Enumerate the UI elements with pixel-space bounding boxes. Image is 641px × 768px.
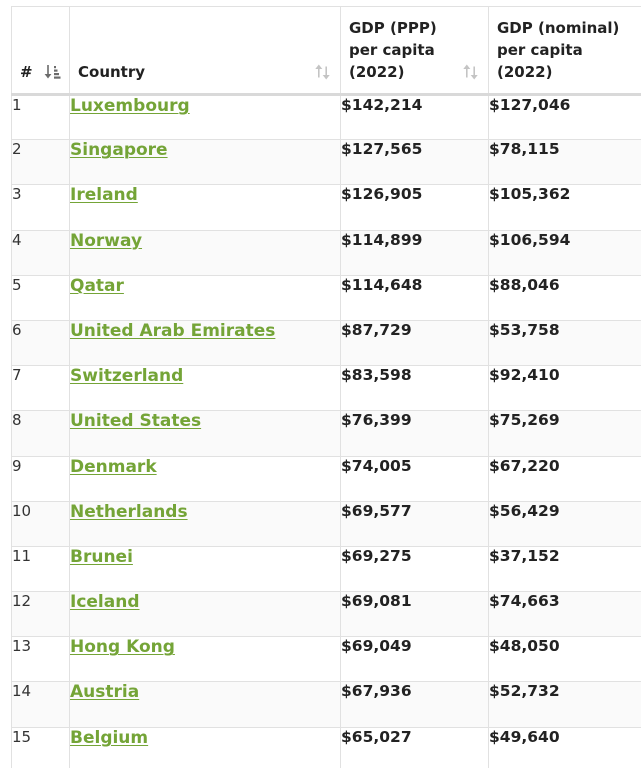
gdp-ppp-cell: $114,899 [341, 230, 489, 275]
gdp-ppp-cell: $127,565 [341, 140, 489, 185]
gdp-nominal-cell: $92,410 [489, 366, 641, 411]
table-row [12, 592, 641, 637]
column-header-rank-label: # [20, 63, 33, 81]
rank-cell: 8 [12, 411, 70, 456]
header-row [12, 7, 641, 95]
gdp-ppp-cell: $65,027 [341, 727, 489, 768]
table-row [12, 230, 641, 275]
table-row [12, 546, 641, 591]
gdp-ppp-cell: $126,905 [341, 185, 489, 230]
gdp-nominal-cell: $37,152 [489, 546, 641, 591]
column-header-gdp-nominal[interactable] [489, 7, 641, 95]
table-row [12, 637, 641, 682]
table-row [12, 185, 641, 230]
rank-cell: 11 [12, 546, 70, 591]
table-row [12, 275, 641, 320]
column-header-gdp-ppp-line-1: GDP (PPP) [349, 19, 437, 37]
country-cell [70, 546, 341, 591]
gdp-ppp-cell: $69,275 [341, 546, 489, 591]
rank-cell: 12 [12, 592, 70, 637]
table-row [12, 682, 641, 727]
gdp-ppp-cell: $83,598 [341, 366, 489, 411]
country-cell [70, 501, 341, 546]
sort-icon[interactable] [462, 63, 480, 81]
gdp-ppp-cell: $142,214 [341, 95, 489, 140]
country-link[interactable]: Denmark [70, 456, 157, 477]
country-link[interactable]: Switzerland [70, 366, 184, 387]
country-cell [70, 682, 341, 727]
column-header-gdp-nominal-line-3: (2022) [497, 63, 553, 81]
gdp-ppp-cell: $69,081 [341, 592, 489, 637]
country-link[interactable]: Qatar [70, 275, 124, 296]
country-cell [70, 366, 341, 411]
column-header-gdp-nominal-line-1: GDP (nominal) [497, 19, 620, 37]
column-header-gdp-nominal-line-2: per capita [497, 41, 583, 59]
gdp-ppp-cell: $69,577 [341, 501, 489, 546]
country-link[interactable]: Iceland [70, 592, 140, 613]
gdp-nominal-cell: $74,663 [489, 592, 641, 637]
column-header-country-label: Country [78, 63, 146, 81]
table-row [12, 320, 641, 365]
gdp-ppp-cell: $87,729 [341, 320, 489, 365]
country-link[interactable]: Austria [70, 682, 140, 703]
gdp-nominal-cell: $52,732 [489, 682, 641, 727]
country-cell [70, 411, 341, 456]
country-link[interactable]: Luxembourg [70, 96, 190, 116]
country-cell [70, 140, 341, 185]
gdp-nominal-cell: $48,050 [489, 637, 641, 682]
country-link[interactable]: United States [70, 411, 202, 432]
rank-cell: 4 [12, 230, 70, 275]
gdp-nominal-cell: $75,269 [489, 411, 641, 456]
rank-cell: 6 [12, 320, 70, 365]
sort-icon[interactable] [314, 63, 332, 81]
gdp-nominal-cell: $78,115 [489, 140, 641, 185]
country-cell [70, 637, 341, 682]
table-row [12, 727, 641, 768]
column-header-gdp-ppp-line-3: (2022) [349, 63, 405, 81]
country-cell [70, 185, 341, 230]
country-cell [70, 727, 341, 768]
rank-cell: 3 [12, 185, 70, 230]
country-link[interactable]: United Arab Emirates [70, 320, 276, 341]
gdp-ppp-cell: $114,648 [341, 275, 489, 320]
table-body [12, 95, 641, 768]
table-row [12, 140, 641, 185]
column-header-rank[interactable] [12, 7, 70, 95]
gdp-nominal-cell: $88,046 [489, 275, 641, 320]
country-link[interactable]: Singapore [70, 140, 168, 161]
sort-descending-icon[interactable] [44, 63, 62, 81]
country-link[interactable]: Belgium [70, 727, 149, 748]
gdp-nominal-cell: $49,640 [489, 727, 641, 768]
country-cell [70, 592, 341, 637]
country-cell [70, 320, 341, 365]
column-header-country[interactable] [70, 7, 341, 95]
table-row [12, 501, 641, 546]
rank-cell: 9 [12, 456, 70, 501]
country-link[interactable]: Netherlands [70, 501, 188, 522]
rank-cell: 15 [12, 727, 70, 768]
country-link[interactable]: Hong Kong [70, 637, 175, 658]
country-cell [70, 230, 341, 275]
gdp-nominal-cell: $56,429 [489, 501, 641, 546]
table-row [12, 366, 641, 411]
gdp-nominal-cell: $127,046 [489, 95, 641, 140]
rank-cell: 1 [12, 95, 70, 140]
table-header [12, 7, 641, 95]
rank-cell: 5 [12, 275, 70, 320]
gdp-ppp-cell: $74,005 [341, 456, 489, 501]
rank-cell: 7 [12, 366, 70, 411]
gdp-nominal-cell: $105,362 [489, 185, 641, 230]
table-row [12, 95, 641, 140]
country-link[interactable]: Brunei [70, 546, 133, 567]
table-row [12, 456, 641, 501]
gdp-nominal-cell: $53,758 [489, 320, 641, 365]
rank-cell: 2 [12, 140, 70, 185]
column-header-gdp-ppp-line-2: per capita [349, 41, 435, 59]
rank-cell: 10 [12, 501, 70, 546]
gdp-ppp-cell: $67,936 [341, 682, 489, 727]
country-link[interactable]: Norway [70, 230, 143, 251]
country-cell [70, 456, 341, 501]
rank-cell: 13 [12, 637, 70, 682]
country-cell [70, 95, 341, 140]
table-row [12, 411, 641, 456]
column-header-gdp-ppp[interactable] [341, 7, 489, 95]
country-cell [70, 275, 341, 320]
gdp-ppp-cell: $69,049 [341, 637, 489, 682]
rank-cell: 14 [12, 682, 70, 727]
country-link[interactable]: Ireland [70, 185, 138, 206]
gdp-nominal-cell: $106,594 [489, 230, 641, 275]
gdp-nominal-cell: $67,220 [489, 456, 641, 501]
gdp-table [11, 6, 641, 768]
gdp-ppp-cell: $76,399 [341, 411, 489, 456]
